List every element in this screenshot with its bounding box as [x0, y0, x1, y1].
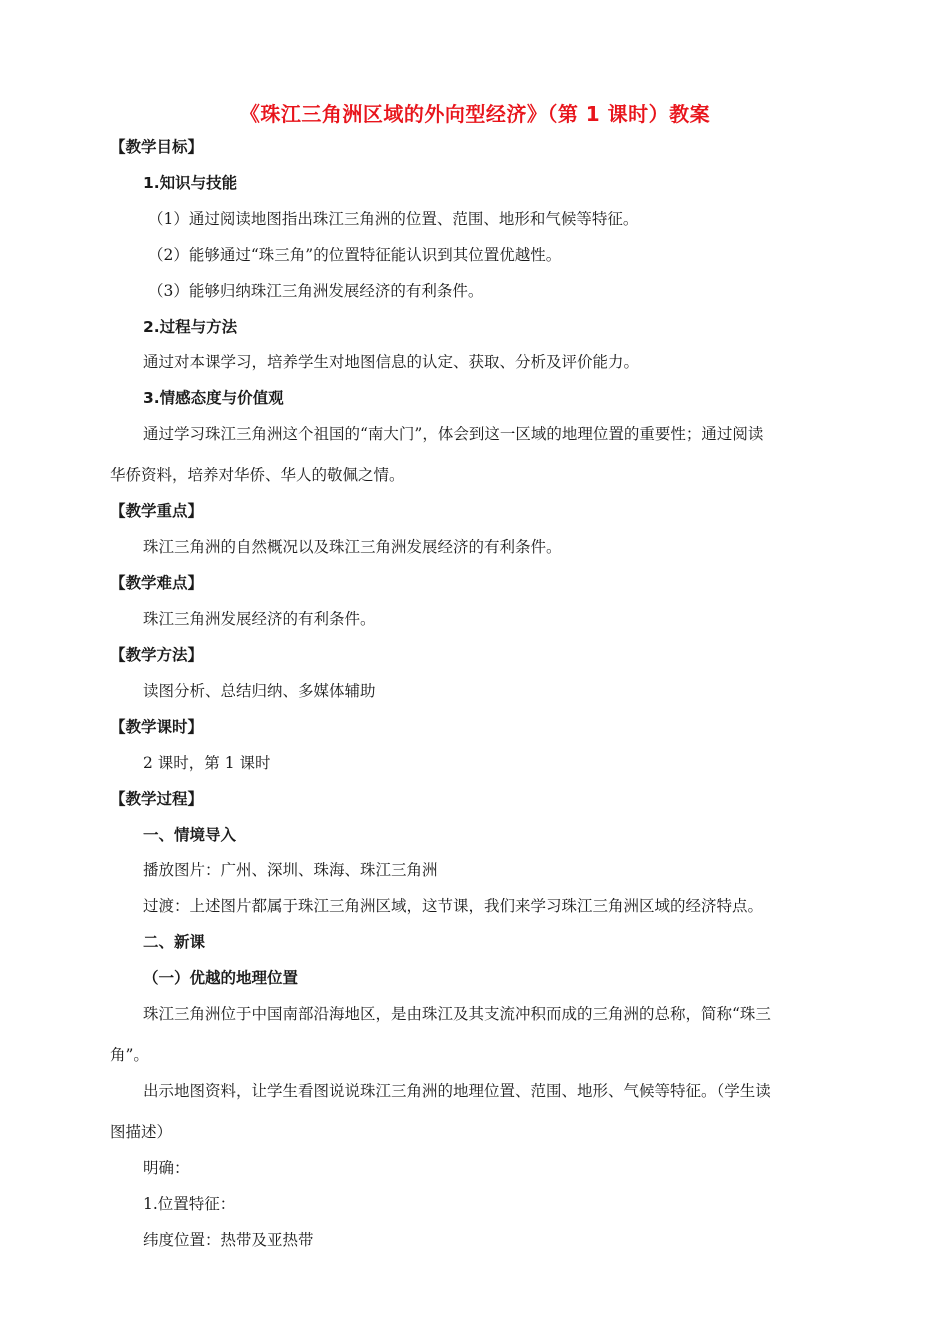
subheading-geographic-location: （一）优越的地理位置 [143, 969, 299, 987]
paragraph-location-features: 1.位置特征： [143, 1195, 236, 1213]
paragraph-attitude-line1: 通过学习珠江三角洲这个祖国的“南大门”，体会到这一区域的地理位置的重要性；通过阅读 [143, 425, 764, 443]
paragraph-play-images: 播放图片：广州、深圳、珠海、珠江三角洲 [143, 861, 438, 879]
paragraph-attitude-line2: 华侨资料，培养对华侨、华人的敬佩之情。 [110, 466, 405, 484]
section-heading-key-points: 【教学重点】 [110, 502, 204, 520]
paragraph-transition: 过渡：上述图片都属于珠江三角洲区域，这节课，我们来学习珠江三角洲区域的经济特点。 [143, 897, 764, 915]
objective-item-1: （1）通过阅读地图指出珠江三角洲的位置、范围、地形和气候等特征。 [148, 210, 639, 228]
section-heading-objectives: 【教学目标】 [110, 138, 204, 156]
subheading-process-methods: 2.过程与方法 [143, 318, 238, 336]
paragraph-hours: 2 课时，第 1 课时 [143, 754, 271, 772]
subheading-knowledge-skills: 1.知识与技能 [143, 174, 238, 192]
objective-item-3: （3）能够归纳珠江三角洲发展经济的有利条件。 [148, 282, 484, 300]
subheading-attitude-values: 3.情感态度与价值观 [143, 389, 284, 407]
subheading-introduction: 一、情境导入 [143, 826, 237, 844]
subheading-new-lesson: 二、新课 [143, 933, 206, 951]
paragraph-delta-line2: 角”。 [110, 1046, 149, 1064]
section-heading-methods: 【教学方法】 [110, 646, 204, 664]
paragraph-map-line2: 图描述） [110, 1123, 173, 1141]
section-heading-process: 【教学过程】 [110, 790, 204, 808]
paragraph-clarify: 明确： [143, 1159, 190, 1177]
section-heading-hours: 【教学课时】 [110, 718, 204, 736]
paragraph-delta-line1: 珠江三角洲位于中国南部沿海地区，是由珠江及其支流冲积而成的三角洲的总称，简称“珠三 [143, 1005, 771, 1023]
paragraph-latitude-position: 纬度位置：热带及亚热带 [143, 1231, 314, 1249]
paragraph-difficulties: 珠江三角洲发展经济的有利条件。 [143, 610, 376, 628]
paragraph-map-line1: 出示地图资料，让学生看图说说珠江三角洲的地理位置、范围、地形、气候等特征。（学生读 [143, 1082, 771, 1100]
paragraph-methods: 读图分析、总结归纳、多媒体辅助 [143, 682, 376, 700]
objective-item-2: （2）能够通过“珠三角”的位置特征能认识到其位置优越性。 [148, 246, 562, 264]
paragraph-process: 通过对本课学习，培养学生对地图信息的认定、获取、分析及评价能力。 [143, 353, 640, 371]
paragraph-key-points: 珠江三角洲的自然概况以及珠江三角洲发展经济的有利条件。 [143, 538, 562, 556]
section-heading-difficulties: 【教学难点】 [110, 574, 204, 592]
document-title: 《珠江三角洲区域的外向型经济》（第 1 课时）教案 [239, 102, 711, 126]
